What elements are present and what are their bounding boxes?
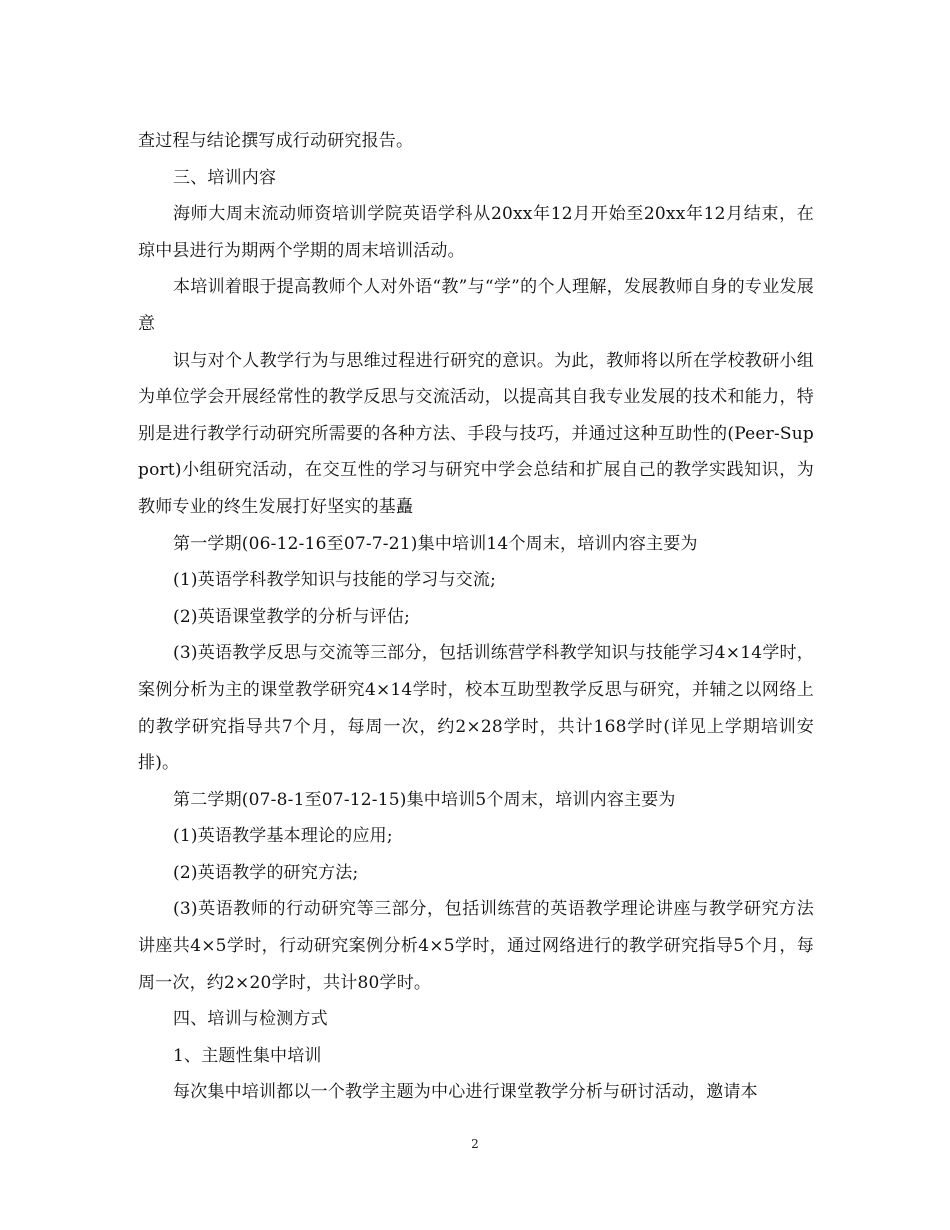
paragraph: 第二学期(07-8-1至07-12-15)集中培训5个周末，培训内容主要为 (173, 789, 676, 810)
list-item: (2)英语教学的研究方法; (173, 862, 359, 883)
section-heading: 四、培训与检测方式 (173, 1009, 328, 1030)
list-item: (1)英语学科教学知识与技能的学习与交流; (173, 570, 497, 591)
document-body (138, 123, 814, 1111)
list-item: (2)英语课堂教学的分析与评估; (173, 606, 411, 627)
paragraph: 查过程与结论撰写成行动研究报告。 (138, 131, 414, 151)
section-heading: 三、培训内容 (173, 167, 277, 188)
list-item: (1)英语教学基本理论的应用; (173, 826, 393, 847)
paragraph: 海师大周末流动师资培训学院英语学科从20xx年12月开始至20xx年12月结束，在琼中县进行为期两个学期的周末培训活动。 (138, 204, 814, 261)
list-item: (3)英语教学反思与交流等三部分，包括训练营学科教学知识与技能学习4×14学时，案例分析为主的课堂教学研究4×14学时，校本互助型教学反思与研究，并辅之以网络上的教学研究指导共7个月，每周一次，约2×28学时，共计168学时(详见上学期培训安排)。 (138, 643, 814, 774)
paragraph: 第一学期(06-12-16至07-7-21)集中培训14个周末，培训内容主要为 (173, 533, 698, 554)
paragraph: 每次集中培训都以一个教学主题为中心进行课堂教学分析与研讨活动，邀请本 (173, 1082, 758, 1103)
paragraph: 识与对个人教学行为与思维过程进行研究的意识。为此，教师将以所在学校教研小组为单位学会开展经常性的教学反思与交流活动，以提高其自我专业发展的技术和能力，特别是进行教学行动研究所需要的各种方法、手段与技巧，并通过这种互助性的(Peer-Support)小组研究活动，在交互性的学习与研究中学会总结和扩展自己的教学实践知识，为教师专业的终生发展打好坚实的基矗 (138, 350, 814, 517)
page-number: 2 (471, 1137, 479, 1151)
subsection-heading: 1、主题性集中培训 (173, 1045, 322, 1066)
list-item: (3)英语教师的行动研究等三部分，包括训练营的英语教学理论讲座与教学研究方法讲座共4×5学时，行动研究案例分析4×5学时，通过网络进行的教学研究指导5个月，每周一次，约2×20学时，共计80学时。 (138, 899, 814, 993)
paragraph: 本培训着眼于提高教师个人对外语“教”与“学”的个人理解，发展教师自身的专业发展意 (138, 277, 814, 334)
